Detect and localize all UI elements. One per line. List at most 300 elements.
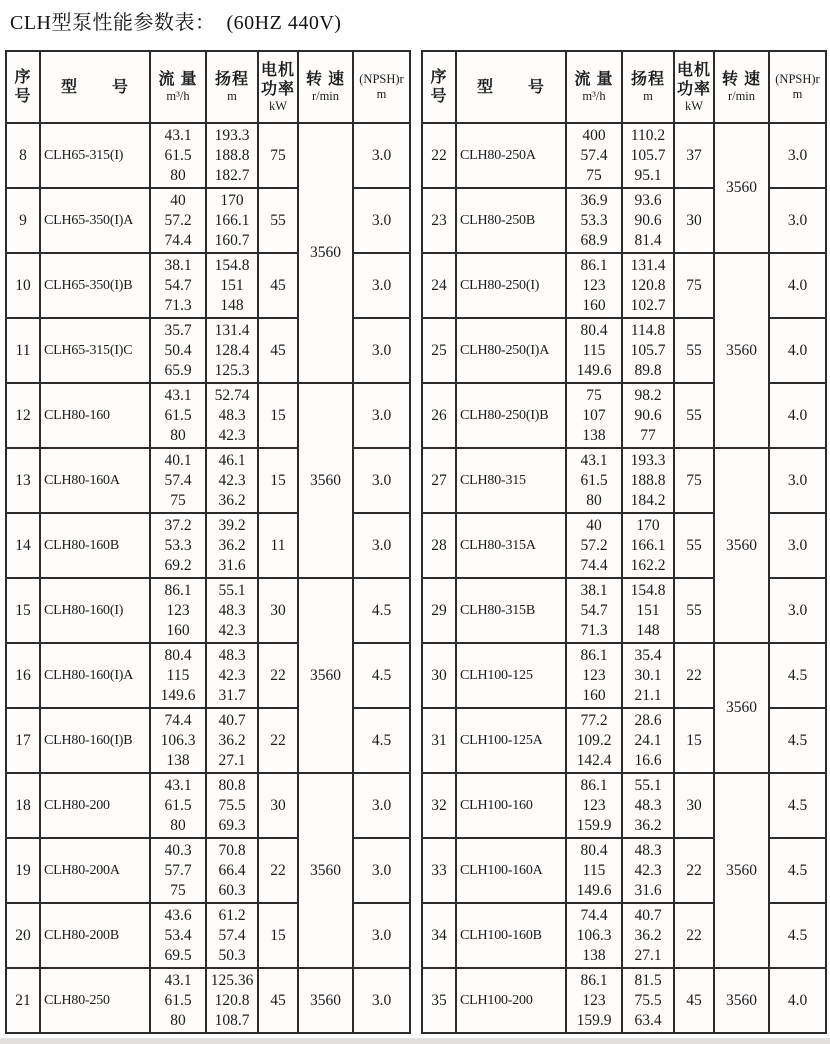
power-cell: 22 <box>674 838 714 903</box>
value-line: 149.6 <box>576 881 612 899</box>
npsh-cell: 4.0 <box>769 318 826 383</box>
speed-cell: 3560 <box>714 773 769 968</box>
value-line: 75 <box>586 166 602 184</box>
npsh-cell: 3.0 <box>353 188 410 253</box>
head-values-cell <box>206 643 258 708</box>
value-line: 89.8 <box>634 361 662 379</box>
value-line: 61.2 <box>218 906 246 924</box>
power-cell: 55 <box>674 578 714 643</box>
value-line: 149.6 <box>160 686 196 704</box>
value-line: 166.1 <box>630 536 666 554</box>
model-cell: CLH80-200A <box>40 838 150 903</box>
table-row <box>422 773 826 838</box>
npsh-cell: 4.0 <box>769 968 826 1033</box>
value-line: 105.7 <box>630 341 666 359</box>
value-line: 75 <box>170 881 186 899</box>
power-cell: 22 <box>674 643 714 708</box>
model-cell: CLH80-250A <box>456 123 566 188</box>
head-values-cell <box>206 773 258 838</box>
speed-cell: 3560 <box>714 123 769 253</box>
head-values-cell <box>622 903 674 968</box>
value-line: 74.4 <box>580 906 608 924</box>
value-line: 38.1 <box>164 256 192 274</box>
table-row <box>6 383 410 448</box>
value-line: 36.2 <box>218 731 246 749</box>
value-line: 123 <box>582 276 606 294</box>
value-line: 86.1 <box>580 776 608 794</box>
value-line: 57.4 <box>580 146 608 164</box>
value-line: 142.4 <box>576 751 612 769</box>
value-line: 42.3 <box>218 666 246 684</box>
power-cell: 75 <box>258 123 298 188</box>
seq-cell: 33 <box>422 838 456 903</box>
head-values-cell <box>206 838 258 903</box>
speed-cell: 3560 <box>714 448 769 643</box>
value-line: 36.2 <box>218 536 246 554</box>
value-line: 35.4 <box>634 646 662 664</box>
value-line: 57.2 <box>164 211 192 229</box>
value-line: 138 <box>166 751 190 769</box>
header-label-line: (NPSH)r <box>359 72 404 86</box>
header-power <box>674 51 714 123</box>
flow-values-cell <box>566 968 622 1033</box>
value-line: 160 <box>582 296 606 314</box>
value-line: 61.5 <box>164 146 192 164</box>
value-line: 80 <box>170 426 186 444</box>
flow-values-cell <box>566 513 622 578</box>
head-values-cell <box>206 188 258 253</box>
head-values-cell <box>206 578 258 643</box>
power-cell: 55 <box>674 513 714 578</box>
power-cell: 55 <box>258 188 298 253</box>
seq-cell: 26 <box>422 383 456 448</box>
seq-cell: 35 <box>422 968 456 1033</box>
header-label-line: 号 <box>430 88 448 105</box>
header-head <box>206 51 258 123</box>
value-line: 69.5 <box>164 946 192 964</box>
value-line: 166.1 <box>214 211 250 229</box>
value-line: 131.4 <box>214 321 250 339</box>
value-line: 107 <box>582 406 606 424</box>
value-line: 57.4 <box>218 926 246 944</box>
head-values-cell <box>206 708 258 773</box>
power-cell: 55 <box>674 318 714 383</box>
value-line: 27.1 <box>218 751 246 769</box>
value-line: 115 <box>582 861 606 879</box>
value-line: 106.3 <box>160 731 196 749</box>
power-cell: 11 <box>258 513 298 578</box>
value-line: 193.3 <box>214 126 250 144</box>
model-cell: CLH80-160A <box>40 448 150 513</box>
value-line: 37.2 <box>164 516 192 534</box>
value-line: 115 <box>582 341 606 359</box>
header-label-line: 序 <box>14 69 32 86</box>
value-line: 50.3 <box>218 946 246 964</box>
head-values-cell <box>206 903 258 968</box>
npsh-cell: 4.0 <box>769 383 826 448</box>
value-line: 36.9 <box>580 191 608 209</box>
header-label-line: 序 <box>430 69 448 86</box>
value-line: 24.1 <box>634 731 662 749</box>
table-row <box>6 123 410 188</box>
npsh-cell: 3.0 <box>353 318 410 383</box>
model-cell: CLH80-160 <box>40 383 150 448</box>
value-line: 75 <box>170 491 186 509</box>
npsh-cell: 4.5 <box>353 643 410 708</box>
value-line: 159.9 <box>576 816 612 834</box>
value-line: 109.2 <box>576 731 612 749</box>
header-flow <box>566 51 622 123</box>
seq-cell: 8 <box>6 123 40 188</box>
value-line: 108.7 <box>214 1011 250 1029</box>
header-label-line: m³/h <box>166 89 190 103</box>
value-line: 123 <box>582 796 606 814</box>
value-line: 80.4 <box>580 841 608 859</box>
value-line: 81.4 <box>634 231 662 249</box>
flow-values-cell <box>566 253 622 318</box>
head-values-cell <box>206 448 258 513</box>
value-line: 170 <box>220 191 244 209</box>
value-line: 170 <box>636 516 660 534</box>
value-line: 31.6 <box>218 556 246 574</box>
header-label-line: m³/h <box>582 89 606 103</box>
value-line: 42.3 <box>218 471 246 489</box>
value-line: 90.6 <box>634 406 662 424</box>
model-cell: CLH80-160(I)B <box>40 708 150 773</box>
value-line: 53.3 <box>580 211 608 229</box>
header-seq <box>6 51 40 123</box>
value-line: 30.1 <box>634 666 662 684</box>
model-cell: CLH80-250 <box>40 968 150 1033</box>
power-cell: 45 <box>674 968 714 1033</box>
flow-values-cell <box>566 708 622 773</box>
power-cell: 22 <box>258 838 298 903</box>
value-line: 48.3 <box>218 646 246 664</box>
seq-cell: 20 <box>6 903 40 968</box>
flow-values-cell <box>150 188 206 253</box>
flow-values-cell <box>566 318 622 383</box>
header-speed <box>714 51 769 123</box>
scan-artifact <box>0 1038 830 1044</box>
header-label-line: 功率 <box>260 80 295 98</box>
value-line: 162.2 <box>630 556 666 574</box>
value-line: 48.3 <box>634 841 662 859</box>
npsh-cell: 3.0 <box>769 123 826 188</box>
value-line: 66.4 <box>218 861 246 879</box>
header-head <box>622 51 674 123</box>
flow-values-cell <box>150 253 206 318</box>
npsh-cell: 3.0 <box>353 903 410 968</box>
flow-values-cell <box>150 513 206 578</box>
header-model <box>456 51 566 123</box>
head-values-cell <box>622 578 674 643</box>
header-npsh <box>353 51 410 123</box>
seq-cell: 12 <box>6 383 40 448</box>
seq-cell: 18 <box>6 773 40 838</box>
header-label-line: 电机 <box>260 61 295 79</box>
value-line: 48.3 <box>634 796 662 814</box>
value-line: 138 <box>582 946 606 964</box>
flow-values-cell <box>150 448 206 513</box>
head-values-cell <box>622 448 674 513</box>
model-cell: CLH100-125A <box>456 708 566 773</box>
seq-cell: 14 <box>6 513 40 578</box>
header-model <box>40 51 150 123</box>
flow-values-cell <box>150 578 206 643</box>
header-label-line: 扬程 <box>214 71 249 88</box>
value-line: 86.1 <box>580 646 608 664</box>
power-cell: 22 <box>258 643 298 708</box>
head-values-cell <box>622 643 674 708</box>
header-label-line: kW <box>268 98 288 113</box>
value-line: 40.1 <box>164 451 192 469</box>
power-cell: 30 <box>674 773 714 838</box>
model-cell: CLH80-250(I) <box>456 253 566 318</box>
npsh-cell: 3.0 <box>769 513 826 578</box>
value-line: 123 <box>582 666 606 684</box>
value-line: 16.6 <box>634 751 662 769</box>
head-values-cell <box>622 708 674 773</box>
header-label-line: 流 量 <box>574 71 614 88</box>
table-row <box>422 448 826 513</box>
npsh-cell: 4.5 <box>769 643 826 708</box>
table-row <box>422 643 826 708</box>
value-line: 193.3 <box>630 451 666 469</box>
npsh-cell: 4.5 <box>769 708 826 773</box>
value-line: 61.5 <box>164 991 192 1009</box>
header-row <box>422 51 826 123</box>
value-line: 43.1 <box>580 451 608 469</box>
head-values-cell <box>206 968 258 1033</box>
npsh-cell: 4.0 <box>769 253 826 318</box>
header-label-line: 流 量 <box>158 71 198 88</box>
head-values-cell <box>622 318 674 383</box>
speed-cell: 3560 <box>714 643 769 773</box>
value-line: 35.7 <box>164 321 192 339</box>
model-cell: CLH100-200 <box>456 968 566 1033</box>
pump-table-right <box>421 50 827 1034</box>
value-line: 42.3 <box>218 426 246 444</box>
header-power <box>258 51 298 123</box>
table-row <box>6 578 410 643</box>
value-line: 40 <box>586 516 602 534</box>
value-line: 31.7 <box>218 686 246 704</box>
npsh-cell: 3.0 <box>769 448 826 513</box>
value-line: 93.6 <box>634 191 662 209</box>
header-label-line: m <box>643 89 653 103</box>
value-line: 154.8 <box>214 256 250 274</box>
value-line: 106.3 <box>576 926 612 944</box>
value-line: 86.1 <box>580 256 608 274</box>
speed-cell: 3560 <box>714 968 769 1033</box>
value-line: 70.8 <box>218 841 246 859</box>
head-values-cell <box>622 838 674 903</box>
model-cell: CLH80-200 <box>40 773 150 838</box>
npsh-cell: 4.5 <box>769 838 826 903</box>
value-line: 80.4 <box>164 646 192 664</box>
value-line: 43.1 <box>164 126 192 144</box>
head-values-cell <box>206 383 258 448</box>
power-cell: 45 <box>258 318 298 383</box>
seq-cell: 30 <box>422 643 456 708</box>
value-line: 57.2 <box>580 536 608 554</box>
value-line: 102.7 <box>630 296 666 314</box>
power-cell: 30 <box>674 188 714 253</box>
flow-values-cell <box>566 383 622 448</box>
table-row <box>422 123 826 188</box>
seq-cell: 24 <box>422 253 456 318</box>
seq-cell: 9 <box>6 188 40 253</box>
seq-cell: 15 <box>6 578 40 643</box>
seq-cell: 32 <box>422 773 456 838</box>
model-cell: CLH65-315(I)C <box>40 318 150 383</box>
npsh-cell: 3.0 <box>353 838 410 903</box>
power-cell: 22 <box>674 903 714 968</box>
header-label-line: kW <box>684 98 704 113</box>
value-line: 36.2 <box>218 491 246 509</box>
model-cell: CLH100-160B <box>456 903 566 968</box>
flow-values-cell <box>150 643 206 708</box>
seq-cell: 31 <box>422 708 456 773</box>
header-npsh <box>769 51 826 123</box>
header-label-line: r/min <box>311 89 340 103</box>
value-line: 61.5 <box>164 796 192 814</box>
value-line: 28.6 <box>634 711 662 729</box>
header-speed <box>298 51 353 123</box>
value-line: 36.2 <box>634 926 662 944</box>
seq-cell: 27 <box>422 448 456 513</box>
value-line: 128.4 <box>214 341 250 359</box>
value-line: 81.5 <box>634 971 662 989</box>
head-values-cell <box>622 123 674 188</box>
value-line: 120.8 <box>214 991 250 1009</box>
npsh-cell: 4.5 <box>769 903 826 968</box>
header-label-line: 功率 <box>676 80 711 98</box>
npsh-cell: 4.5 <box>353 578 410 643</box>
header-label-line: m <box>227 89 237 103</box>
value-line: 65.9 <box>164 361 192 379</box>
seq-cell: 28 <box>422 513 456 578</box>
value-line: 42.3 <box>634 861 662 879</box>
value-line: 61.5 <box>580 471 608 489</box>
value-line: 138 <box>582 426 606 444</box>
flow-values-cell <box>150 318 206 383</box>
value-line: 400 <box>582 126 606 144</box>
value-line: 154.8 <box>630 581 666 599</box>
value-line: 114.8 <box>630 321 666 339</box>
seq-cell: 25 <box>422 318 456 383</box>
seq-cell: 34 <box>422 903 456 968</box>
model-cell: CLH80-315B <box>456 578 566 643</box>
flow-values-cell <box>150 773 206 838</box>
value-line: 52.74 <box>214 386 250 404</box>
head-values-cell <box>206 253 258 318</box>
npsh-cell: 3.0 <box>353 513 410 578</box>
value-line: 77.2 <box>580 711 608 729</box>
speed-cell: 3560 <box>298 383 353 578</box>
table-row <box>422 968 826 1033</box>
model-cell: CLH80-160(I)A <box>40 643 150 708</box>
flow-values-cell <box>150 383 206 448</box>
value-line: 151 <box>636 601 660 619</box>
value-line: 123 <box>166 601 190 619</box>
flow-values-cell <box>566 838 622 903</box>
value-line: 38.1 <box>580 581 608 599</box>
value-line: 54.7 <box>580 601 608 619</box>
seq-cell: 10 <box>6 253 40 318</box>
speed-cell: 3560 <box>298 123 353 383</box>
value-line: 55.1 <box>218 581 246 599</box>
value-line: 36.2 <box>634 816 662 834</box>
value-line: 43.1 <box>164 971 192 989</box>
seq-cell: 17 <box>6 708 40 773</box>
value-line: 120.8 <box>630 276 666 294</box>
speed-cell: 3560 <box>298 578 353 773</box>
value-line: 80.4 <box>580 321 608 339</box>
value-line: 69.3 <box>218 816 246 834</box>
power-cell: 45 <box>258 968 298 1033</box>
value-line: 148 <box>636 621 660 639</box>
speed-cell: 3560 <box>714 253 769 448</box>
value-line: 110.2 <box>630 126 666 144</box>
power-cell: 37 <box>674 123 714 188</box>
header-row <box>6 51 410 123</box>
model-cell: CLH65-315(I) <box>40 123 150 188</box>
model-cell: CLH80-160B <box>40 513 150 578</box>
value-line: 53.3 <box>164 536 192 554</box>
value-line: 50.4 <box>164 341 192 359</box>
value-line: 74.4 <box>164 711 192 729</box>
seq-cell: 16 <box>6 643 40 708</box>
value-line: 43.1 <box>164 386 192 404</box>
table-row <box>6 773 410 838</box>
value-line: 151 <box>220 276 244 294</box>
seq-cell: 21 <box>6 968 40 1033</box>
flow-values-cell <box>566 123 622 188</box>
npsh-cell: 4.5 <box>769 773 826 838</box>
npsh-cell: 3.0 <box>353 123 410 188</box>
pump-table-left <box>5 50 411 1034</box>
flow-values-cell <box>566 448 622 513</box>
power-cell: 22 <box>258 708 298 773</box>
value-line: 21.1 <box>634 686 662 704</box>
power-cell: 30 <box>258 578 298 643</box>
seq-cell: 19 <box>6 838 40 903</box>
value-line: 40.3 <box>164 841 192 859</box>
header-label-line: 转 速 <box>305 71 345 88</box>
head-values-cell <box>206 318 258 383</box>
value-line: 48.3 <box>218 601 246 619</box>
value-line: 188.8 <box>630 471 666 489</box>
header-flow <box>150 51 206 123</box>
value-line: 98.2 <box>634 386 662 404</box>
value-line: 75.5 <box>218 796 246 814</box>
flow-values-cell <box>150 123 206 188</box>
value-line: 60.3 <box>218 881 246 899</box>
value-line: 40.7 <box>218 711 246 729</box>
header-label-line: 号 <box>14 88 32 105</box>
head-values-cell <box>622 188 674 253</box>
flow-values-cell <box>566 578 622 643</box>
value-line: 71.3 <box>164 296 192 314</box>
seq-cell: 29 <box>422 578 456 643</box>
value-line: 123 <box>582 991 606 1009</box>
npsh-cell: 3.0 <box>353 253 410 318</box>
value-line: 80 <box>586 491 602 509</box>
power-cell: 45 <box>258 253 298 318</box>
model-cell: CLH80-200B <box>40 903 150 968</box>
value-line: 160 <box>166 621 190 639</box>
